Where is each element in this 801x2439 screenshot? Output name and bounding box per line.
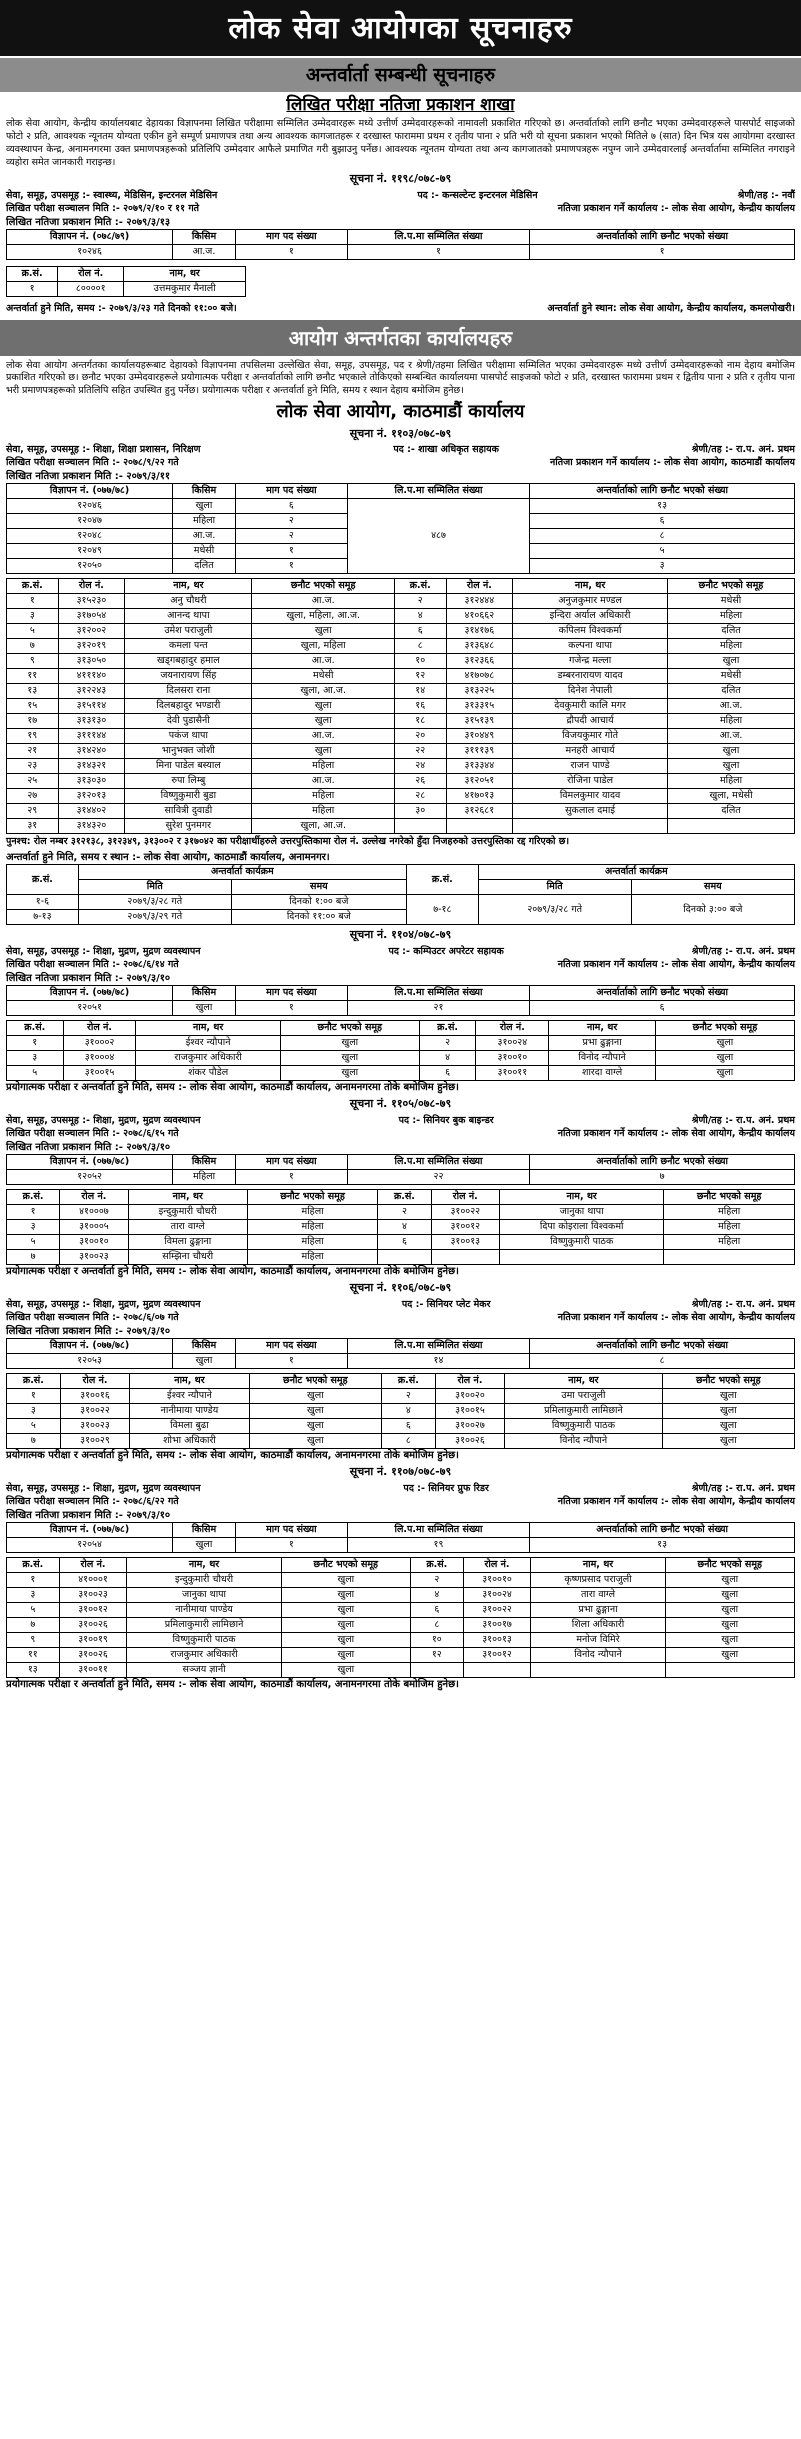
result-grid: क्र.सं. रोल नं. नाम, थर छनौट भएको समूह क्र.सं. रोल नं. नाम, थर छनौट भएको समूह १ ४१०००१ इन्दुकुमारी चौधरी खुला २ ३१००१० कृष्णप्रसाद पराजुली खुला ३ ३१००२३ जानुका थापा खुला ४ ३१००२४ तारा वाग्ले खुला ५ ३१००१२ नानीमाया पाण्डेय खुला ६ ३१००२२ प्रभा ढुङ्गाना खुला ७ ३१००२६ प्रमिलाकुमारी लामिछाने खुला ८ ३१००१७ शिला अधिकारी खुला ९ ३१००१९ विष्णुकुमारी पाठक खुला १० ३१००१३ मनोज विमिरे खुला ११ ३१००२६ राजकुमार अधिकारी खुला १२ ३१००१२ विनोद न्यौपाने खुला १३ ३१००११ सञ्जय ज्ञानी खुला bbox=[6, 1557, 795, 1678]
practical-line: प्रयोगात्मक परीक्षा र अन्तर्वार्ता हुने मिति, समय :- लोक सेवा आयोग, काठमाडौं कार्यालय, अनामनगरमा तोके बमोजिम हुनेछ। bbox=[6, 1082, 459, 1094]
intro-paragraph: लोक सेवा आयोग, केन्द्रीय कार्यालयबाट देहायका विज्ञापनमा लिखित परीक्षामा सम्मिलित उम्मेदवारहरू मध्ये उत्तीर्ण उम्मेदवारहरूको नामावली प्रकाशित गरिएको छ। अन्तर्वार्ताको लागि छनौट भएका उम्मेदवारहरूले पासपोर्ट साइजको फोटो २ प्रति, आवश्यक न्यूनतम योग्यता एकीन हुने सम्पूर्ण प्रमाणपत्र तथा अन्य आवश्यक कागजातहरू र दरखास्त फाराममा प्रथम र तृतीय पाना २ प्रति भरी यो सूचना प्रकाशन भएको मितिले ७ (सात) दिन भित्र यस आयोगमा दरखास्त व्यवस्थापन केन्द्र, अनामनगरमा उक्त प्रमाणपत्रहरूको प्रतिलिपि उम्मेदवार आफैले प्रमाणित गरी बुझाउनु पर्नेछ। आवश्यक न्यूनतम योग्यता तथा अन्य कागजातको प्रमाणपत्रहरू नपुग्न जाने उम्मेदवारलाई अन्तर्वार्तामा सम्मिलित नगराइने व्यहोरा समेत जानकारी गराइन्छ। bbox=[6, 118, 795, 168]
interview-band: अन्तर्वार्ता सम्बन्धी सूचनाहरु bbox=[0, 58, 801, 92]
table-row: १५ ३१५११४ दिलबहादुर भण्डारी खुला १६ ३१३३१५ देवकुमारी कालि मगर आ.ज. bbox=[7, 699, 795, 714]
info-row: सेवा, समूह, उपसमूह :- शिक्षा, मुद्रण, मुद्रण व्यवस्थापन पद :- कम्पिउटर अपरेटर सहायक श्रेणी/तह :- रा.प. अनं. प्रथम bbox=[6, 945, 795, 957]
table-row: १९ ३१११४४ पकंज थापा आ.ज. २० ३१०४४९ विजयकुमार गोते आ.ज. bbox=[7, 729, 795, 744]
notice-title: सूचना नं. ११९८/०७८-७९ bbox=[349, 172, 452, 186]
table-row: ५ ३१००१२ नानीमाया पाण्डेय खुला ६ ३१००२२ प्रभा ढुङ्गाना खुला bbox=[7, 1603, 795, 1618]
table-row: ३ ३१०००४ राजकुमार अधिकारी खुला ४ ३१००१० विनोद न्यौपाने खुला bbox=[7, 1051, 795, 1066]
table-row: ९ ३१३०५० खड्गबहादुर हमाल आ.ज. १० ३१२३६६ गजेन्द्र मल्ला खुला bbox=[7, 654, 795, 669]
offices-band: आयोग अन्तर्गतका कार्यालयहरु bbox=[0, 320, 801, 356]
notice-title: सूचना नं. ११०६/०७८-७९ bbox=[349, 1281, 452, 1295]
table-row: ३ ३१०००५ तारा वाग्ले महिला ४ ३१००१२ दिपा कोइराला विश्वकर्मा महिला bbox=[7, 1220, 795, 1235]
table-row: ११ ३१००२६ राजकुमार अधिकारी खुला १२ ३१००१२ विनोद न्यौपाने खुला bbox=[7, 1648, 795, 1663]
info-row: सेवा, समूह, उपसमूह :- शिक्षा, मुद्रण, मुद्रण व्यवस्थापन पद :- सिनियर प्लेट मेकर श्रेणी/तह :- रा.प. अनं. प्रथम bbox=[6, 1298, 795, 1310]
info-row: सेवा, समूह, उपसमूह :- शिक्षा, शिक्षा प्रशासन, निरिक्षण पद :- शाखा अधिकृत सहायक श्रेणी/तह :- रा.प. अनं. प्रथम bbox=[6, 443, 795, 455]
practical-line: प्रयोगात्मक परीक्षा र अन्तर्वार्ता हुने मिति, समय :- लोक सेवा आयोग, काठमाडौं कार्यालय, अनामनगरमा तोके बमोजिम हुनेछ। bbox=[6, 1679, 459, 1691]
info-row: सेवा, समूह, उपसमूह :- शिक्षा, मुद्रण, मुद्रण व्यवस्थापन पद :- सिनियर प्रुफ रिडर श्रेणी/तह :- रा.प. अनं. प्रथम bbox=[6, 1482, 795, 1494]
notice-title: सूचना नं. ११०३/०७८-७९ bbox=[349, 426, 452, 440]
pub-date: लिखित नतिजा प्रकाशन मिति :- २०७९/३/१० bbox=[6, 1142, 171, 1154]
ad-table: विज्ञापन नं. (०७७/७८) किसिम माग पद संख्या लि.प.मा सम्मिलित संख्या अन्तर्वार्ताको लागि छनौट भएको संख्या १२०५४ खुला १ १९ १३ bbox=[6, 1522, 795, 1553]
ad-table: विज्ञापन नं. (०७८/७९) किसिम माग पद संख्या लि.प.मा सम्मिलित संख्या अन्तर्वार्ताको लागि छनौट भएको संख्या १०२४६ आ.ज. १ १ १ bbox=[6, 229, 795, 260]
info-row: लिखित परीक्षा सञ्चालन मिति :- २०७८/६/२२ गते नतिजा प्रकाशन गर्ने कार्यालय :- लोक सेवा आयोग, केन्द्रीय कार्यालय bbox=[6, 1495, 795, 1507]
table-row: २५ ३१३०३० रुपा लिम्बु आ.ज. २६ ३१२०५१ रोजिना पाडेल महिला bbox=[7, 774, 795, 789]
note: पुनश्च: रोल नम्बर ३१२१३८, ३१२३४९, ३१३००२ र ३१७०४२ का परीक्षार्थीहरुले उत्तरपुस्तिकामा रोल नं. उल्लेख नगरेको हुँदा निजहरुको उत्तरपुस्तिका रद्द गरिएको छ। bbox=[6, 836, 570, 848]
table-row: ११ ४१११४० जयनारायण सिंह मधेसी १२ ४१७०७८ डम्बरनारायण यादव मधेसी bbox=[7, 669, 795, 684]
practical-line: प्रयोगात्मक परीक्षा र अन्तर्वार्ता हुने मिति, समय :- लोक सेवा आयोग, काठमाडौं कार्यालय, अनामनगरमा तोके बमोजिम हुनेछ। bbox=[6, 1266, 459, 1278]
table-row: ९ ३१००१९ विष्णुकुमारी पाठक खुला १० ३१००१३ मनोज विमिरे खुला bbox=[7, 1633, 795, 1648]
info-row: सेवा, समूह, उपसमूह :- स्वास्थ्य, मेडिसिन, इन्टरनल मेडिसिन पद :- कन्सल्टेन्ट इन्टरनल मेडिसिन श्रेणी/तह :- नवौं bbox=[6, 189, 795, 201]
table-row: ५ ३१००१५ शंकर पौडेल खुला ६ ३१००११ शारदा वाग्ले खुला bbox=[7, 1066, 795, 1081]
table-row: ३ ३१७०५४ आनन्द थापा खुला, महिला, आ.ज. ४ ४१०६६२ इन्दिरा अर्याल अधिकारी महिला bbox=[7, 609, 795, 624]
info-row: लिखित परीक्षा सञ्चालन मिति :- २०७८/६/१५ गते नतिजा प्रकाशन गर्ने कार्यालय :- लोक सेवा आयोग, केन्द्रीय कार्यालय bbox=[6, 1127, 795, 1139]
table-row: ७ ३१००२६ प्रमिलाकुमारी लामिछाने खुला ८ ३१००१७ शिला अधिकारी खुला bbox=[7, 1618, 795, 1633]
table-row: १७ ३१३१३० देवी पुडासैनी खुला १८ ३१५१३९ द्रौपदी आचार्य महिला bbox=[7, 714, 795, 729]
table-row: १३ ३१००११ सञ्जय ज्ञानी खुला bbox=[7, 1663, 795, 1678]
table-row: ३ ३१००२३ जानुका थापा खुला ४ ३१००२४ तारा वाग्ले खुला bbox=[7, 1588, 795, 1603]
practical-line: प्रयोगात्मक परीक्षा र अन्तर्वार्ता हुने मिति, समय :- लोक सेवा आयोग, काठमाडौं कार्यालय, अनामनगरमा तोके बमोजिम हुनेछ। bbox=[6, 1450, 459, 1462]
table-row: १ ४१०००१ इन्दुकुमारी चौधरी खुला २ ३१००१० कृष्णप्रसाद पराजुली खुला bbox=[7, 1573, 795, 1588]
table-row: ७ ३१००२३ सम्झिना चौधरी महिला bbox=[7, 1250, 795, 1265]
table-row: ५ ३१००२३ विमला बुढा खुला ६ ३१००२७ विष्णुकुमारी पाठक खुला bbox=[7, 1419, 795, 1434]
intro-paragraph-2: लोक सेवा आयोग अन्तर्गतका कार्यालयहरूबाट देहायको विज्ञापनमा तपसिलमा उल्लेखित सेवा, समूह, उपसमूह, पद र श्रेणी/तहमा लिखित परीक्षामा सम्मिलित भएका उम्मेदवारहरू मध्ये उत्तीर्ण उम्मेदवारहरूको नाम देहाय बमोजिम प्रकाशित गरिएको छ। छनौट भएका उम्मेदवारहरूले प्रयोगात्मक परीक्षा र अन्तर्वार्ताको लागि छनौट भएकाले तोकिएको सम्बन्धित कार्यालयमा पासपोर्ट साइजको फोटो २ प्रति, दरखास्त फाराममा प्रथम र द्वितीय पाना २ प्रति र तृतीय पाना भरी प्रमाणपत्रहरूको प्रतिलिपि सहित उपस्थित हुनु पर्नेछ। प्रयोगात्मक परीक्षा र अन्तर्वार्ता हुने मिति, समय र स्थान देहाय बमोजिम हुनेछ। bbox=[6, 359, 795, 397]
main-banner: लोक सेवा आयोगका सूचनाहरु bbox=[0, 0, 801, 56]
pub-date: लिखित नतिजा प्रकाशन मिति :- २०७९/३/१० bbox=[6, 1510, 171, 1522]
table-row: १ ३१०००२ ईश्वर न्यौपाने खुला २ ३१००२४ प्रभा ढुङ्गाना खुला bbox=[7, 1036, 795, 1051]
info-row: लिखित परीक्षा सञ्चालन मिति :- २०७८/६/१४ गते नतिजा प्रकाशन गर्ने कार्यालय :- लोक सेवा आयोग, केन्द्रीय कार्यालय bbox=[6, 958, 795, 970]
table-row: २३ ३१४३२१ मिना पाडेल बस्याल महिला २४ ३१३३४४ राजन पाण्डे खुला bbox=[7, 759, 795, 774]
pub-date: लिखित नतिजा प्रकाशन मिति :- २०७९/३/१० bbox=[6, 973, 171, 985]
table-row: १३ ३१२२४३ दिलसरा राना खुला, आ.ज. १४ ३१३२२५ दिनेश नेपाली दलित bbox=[7, 684, 795, 699]
kathmandu-title: लोक सेवा आयोग, काठमाडौं कार्यालय bbox=[276, 401, 525, 423]
table-row: १ ३१००१६ ईश्वर न्यौपाने खुला २ ३१००२० उमा पराजुली खुला bbox=[7, 1389, 795, 1404]
table-row: २७ ३१२०१३ विष्णुकुमारी बुडा महिला २८ ४१७०१३ विमलकुमार यादव खुला, मधेसी bbox=[7, 789, 795, 804]
pub-date: लिखित नतिजा प्रकाशन मिति :- २०७९/३/१३ bbox=[6, 217, 171, 229]
interview-line: अन्तर्वार्ता हुने मिति, समय :- २०७९/३/२३ गते दिनको ११:०० बजे। अन्तर्वार्ता हुने स्थान: लोक सेवा आयोग, केन्द्रीय कार्यालय, कमलपोखरी। bbox=[6, 303, 795, 315]
info-row: लिखित परीक्षा सञ्चालन मिति :- २०७९/२/१० र ११ गते नतिजा प्रकाशन गर्ने कार्यालय :- लोक सेवा आयोग, केन्द्रीय कार्यालय bbox=[6, 202, 795, 214]
ad-table: विज्ञापन नं. (०७७/७८) किसिम माग पद संख्या लि.प.मा सम्मिलित संख्या अन्तर्वार्ताको लागि छनौट भएको संख्या १२०४६ खुला ६ ४८७ १३ १२०४७ महिला २ ६ १२०४८ आ.ज. २ ८ १२०४९ मधेसी १ ५ १२०५० दलित १ ३ bbox=[6, 483, 795, 574]
ad-table: विज्ञापन नं. (०७७/७८) किसिम माग पद संख्या लि.प.मा सम्मिलित संख्या अन्तर्वार्ताको लागि छनौट भएको संख्या १२०५२ महिला १ २२ ७ bbox=[6, 1154, 795, 1185]
table-row: १ ३१५२३० अनु चौधरी आ.ज. २ ३१२४४४ अनुजकुमार मण्डल मधेसी bbox=[7, 594, 795, 609]
table-row: ७ ३१२०१९ कमला पन्त खुला, महिला ८ ३१३६४८ कल्पना थापा महिला bbox=[7, 639, 795, 654]
table-row: २१ ३१४२४० भानुभक्त जोशी खुला २२ ३१११३९ मनहरी आचार्य खुला bbox=[7, 744, 795, 759]
result-grid: क्र.सं. रोल नं. नाम, थर छनौट भएको समूह क्र.सं. रोल नं. नाम, थर छनौट भएको समूह १ ४१०००७ इन्दुकुमारी चौधरी महिला २ ३१००२२ जानुका थापा महिला ३ ३१०००५ तारा वाग्ले महिला ४ ३१००१२ दिपा कोइराला विश्वकर्मा महिला ५ ३१००१० विमला ढुङ्गाना महिला ६ ३१००१३ विष्णुकुमारी पाठक महिला ७ ३१००२३ सम्झिना चौधरी महिला bbox=[6, 1189, 795, 1265]
table-row: ५ ३१२००२ उमेश पराजुली खुला ६ ३१४१७६ कपिलम विश्वकर्मा दलित bbox=[7, 624, 795, 639]
section-subtitle: लिखित परीक्षा नतिजा प्रकाशन शाखा bbox=[286, 95, 515, 115]
info-row: लिखित परीक्षा सञ्चालन मिति :- २०७८/९/२२ गते नतिजा प्रकाशन गर्ने कार्यालय :- लोक सेवा आयोग, काठमाडौं कार्यालय bbox=[6, 457, 795, 469]
table-row: ३ ३१००२२ नानीमाया पाण्डेय खुला ४ ३१००१५ प्रमिलाकुमारी लामिछाने खुला bbox=[7, 1404, 795, 1419]
schedule-line: अन्तर्वार्ता हुने मिति, समय र स्थान :- लोक सेवा आयोग, काठमाडौं कार्यालय, अनामनगर। bbox=[6, 852, 330, 864]
notice-title: सूचना नं. ११०७/०७८-७९ bbox=[349, 1465, 452, 1479]
info-row: लिखित परीक्षा सञ्चालन मिति :- २०७८/६/०७ गते नतिजा प्रकाशन गर्ने कार्यालय :- लोक सेवा आयोग, केन्द्रीय कार्यालय bbox=[6, 1311, 795, 1323]
schedule-table: क्र.सं. अन्तर्वार्ता कार्यक्रम क्र.सं. अन्तर्वार्ता कार्यक्रम मिति समय मिति समय १-६ २०७९/३/२८ गते दिनको १:०० बजे ७-१८ २०७९/३/२८ गते दिनको ३:०० बजे ७-१३ २०७९/३/२९ गते दिनको ११:०० बजे bbox=[6, 864, 795, 925]
pub-date: लिखित नतिजा प्रकाशन मिति :- २०७९/३/११ bbox=[6, 471, 171, 483]
notice-title: सूचना नं. ११०४/०७८-७९ bbox=[349, 928, 452, 942]
roll-table: क्र.सं. रोल नं. नाम, थर १ ८००००१ उत्तमकुमार मैनाली bbox=[6, 266, 246, 297]
result-grid: क्र.सं. रोल नं. नाम, थर छनौट भएको समूह क्र.सं. रोल नं. नाम, थर छनौट भएको समूह १ ३१५२३० अनु चौधरी आ.ज. २ ३१२४४४ अनुजकुमार मण्डल मधेसी ३ ३१७०५४ आनन्द थापा खुला, महिला, आ.ज. ४ ४१०६६२ इन्दिरा अर्याल अधिकारी महिला ५ ३१२००२ उमेश पराजुली खुला ६ ३१४१७६ कपिलम विश्वकर्मा दलित ७ ३१२०१९ कमला पन्त खुला, महिला ८ ३१३६४८ कल्पना थापा महिला ९ ३१३०५० खड्गबहादुर हमाल आ.ज. १० ३१२३६६ गजेन्द्र मल्ला खुला ११ ४१११४० जयनारायण सिंह मधेसी १२ ४१७०७८ डम्बरनारायण यादव मधेसी १३ ३१२२४३ दिलसरा राना खुला, आ.ज. १४ ३१३२२५ दिनेश नेपाली दलित १५ ३१५११४ दिलबहादुर भण्डारी खुला १६ ३१३३१५ देवकुमारी कालि मगर आ.ज. १७ ३१३१३० देवी पुडासैनी खुला १८ ३१५१३९ द्रौपदी आचार्य महिला १९ ३१११४४ पकंज थापा आ.ज. २० ३१०४४९ विजयकुमार गोते आ.ज. २१ ३१४२४० भानुभक्त जोशी खुला २२ ३१११३९ मनहरी आचार्य खुला २३ ३१४३२१ मिना पाडेल बस्याल महिला २४ ३१३३४४ राजन पाण्डे खुला २५ ३१३०३० रुपा लिम्बु आ.ज. २६ ३१२०५१ रोजिना पाडेल महिला २७ ३१२०१३ विष्णुकुमारी बुडा महिला २८ ४१७०१३ विमलकुमार यादव खुला, मधेसी २९ ३१४४०२ सावित्री दुवाडी महिला ३० ३१२६८१ सुकलाल दमाई दलित ३१ ३१४३२० सुरेश पुनमगर खुला, आ.ज. bbox=[6, 578, 795, 834]
ad-table: विज्ञापन नं. (०७७/७८) किसिम माग पद संख्या लि.प.मा सम्मिलित संख्या अन्तर्वार्ताको लागि छनौट भएको संख्या १२०५१ खुला १ २१ ६ bbox=[6, 985, 795, 1016]
table-row: ७ ३१००२९ शोभा अधिकारी खुला ८ ३१००२६ विनोद न्यौपाने खुला bbox=[7, 1434, 795, 1449]
pub-date: लिखित नतिजा प्रकाशन मिति :- २०७९/३/१० bbox=[6, 1326, 171, 1338]
info-row: सेवा, समूह, उपसमूह :- शिक्षा, मुद्रण, मुद्रण व्यवस्थापन पद :- सिनियर बुक बाइन्डर श्रेणी/तह :- रा.प. अनं. प्रथम bbox=[6, 1114, 795, 1126]
ad-table: विज्ञापन नं. (०७७/७८) किसिम माग पद संख्या लि.प.मा सम्मिलित संख्या अन्तर्वार्ताको लागि छनौट भएको संख्या १२०५३ खुला १ १४ ८ bbox=[6, 1338, 795, 1369]
result-grid: क्र.सं. रोल नं. नाम, थर छनौट भएको समूह क्र.सं. रोल नं. नाम, थर छनौट भएको समूह १ ३१०००२ ईश्वर न्यौपाने खुला २ ३१००२४ प्रभा ढुङ्गाना खुला ३ ३१०००४ राजकुमार अधिकारी खुला ४ ३१००१० विनोद न्यौपाने खुला ५ ३१००१५ शंकर पौडेल खुला ६ ३१००११ शारदा वाग्ले खुला bbox=[6, 1020, 795, 1081]
table-row: १ ४१०००७ इन्दुकुमारी चौधरी महिला २ ३१००२२ जानुका थापा महिला bbox=[7, 1205, 795, 1220]
table-row: २९ ३१४४०२ सावित्री दुवाडी महिला ३० ३१२६८१ सुकलाल दमाई दलित bbox=[7, 804, 795, 819]
notice-title: सूचना नं. ११०५/०७८-७९ bbox=[349, 1097, 452, 1111]
table-row: ३१ ३१४३२० सुरेश पुनमगर खुला, आ.ज. bbox=[7, 819, 795, 834]
result-grid: क्र.सं. रोल नं. नाम, थर छनौट भएको समूह क्र.सं. रोल नं. नाम, थर छनौट भएको समूह १ ३१००१६ ईश्वर न्यौपाने खुला २ ३१००२० उमा पराजुली खुला ३ ३१००२२ नानीमाया पाण्डेय खुला ४ ३१००१५ प्रमिलाकुमारी लामिछाने खुला ५ ३१००२३ विमला बुढा खुला ६ ३१००२७ विष्णुकुमारी पाठक खुला ७ ३१००२९ शोभा अधिकारी खुला ८ ३१००२६ विनोद न्यौपाने खुला bbox=[6, 1373, 795, 1449]
table-row: ५ ३१००१० विमला ढुङ्गाना महिला ६ ३१००१३ विष्णुकुमारी पाठक महिला bbox=[7, 1235, 795, 1250]
